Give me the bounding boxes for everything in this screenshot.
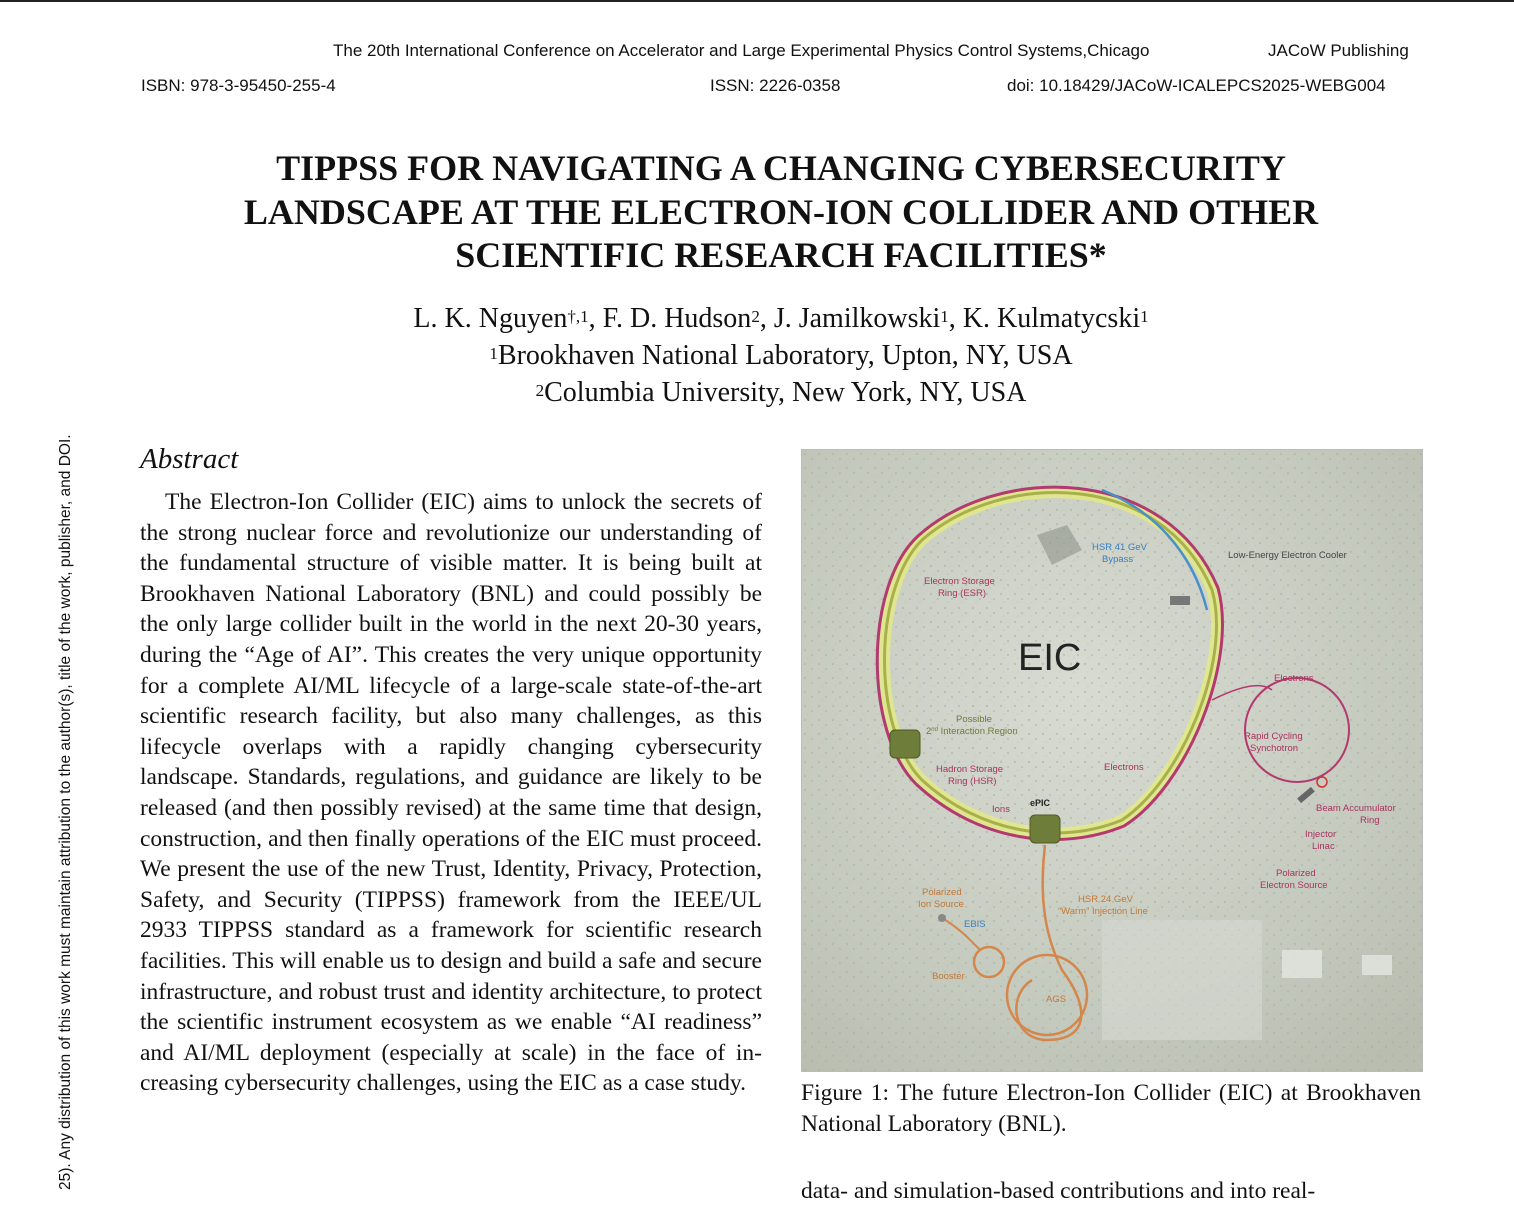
label-rcs-1: Rapid Cycling [1244,731,1303,742]
doi: doi: 10.18429/JACoW-ICALEPCS2025-WEBG004 [1007,76,1386,95]
paper-title [140,147,1422,278]
label-hsr-2: Ring (HSR) [948,776,997,787]
conference-name: The 20th International Conference on Accelerator and Large Experimental Physics Control Systems,Chicago [333,41,1150,60]
author-jamilkowski-sup: 1 [940,307,949,326]
label-bar-1: Beam Accumulator [1316,803,1396,814]
label-bar-2: Ring [1360,815,1380,826]
label-hsr41-1: HSR 41 GeV [1092,542,1147,553]
label-possible-2-sup: nd [931,727,938,733]
issn: ISSN: 2226-0358 [710,76,841,95]
affiliation-2 [140,374,1422,411]
affiliation-1-text: Brookhaven National Laboratory, Upton, NY, USA [497,340,1073,371]
map-building [1282,950,1322,978]
label-electrons-rcs: Electrons [1274,673,1314,684]
eic-aerial-map [802,450,1422,1071]
author-nguyen-sup: †,1 [567,307,589,326]
label-ions: Ions [992,804,1010,815]
low-energy-electron-cooler [1170,596,1190,605]
eic-figure [801,449,1423,1072]
affiliation-2-sup: 2 [535,381,545,400]
label-possible-2-num: 2 [926,726,932,737]
label-pis-2: Ion Source [918,899,964,910]
label-booster: Booster [932,971,965,982]
title-line-2: LANDSCAPE AT THE ELECTRON-ION COLLIDER AND OTHER [243,191,1319,232]
possible-2nd-ir-module [890,730,920,758]
figure-caption: Figure 1: The future Electron-Ion Collider (EIC) at Brookhaven National Laboratory (BNL). [801,1080,1421,1137]
author-hudson-sup: 2 [751,307,760,326]
abstract-text: The Electron-Ion Collider (EIC) aims to unlock the secrets of the strong nuclear force and revolutionize our understanding of the fundamental structure of visible matter. It is being built at Brookhaven National Laboratory (BNL) and could possibly be the only large collider built in the world in the next 20-30 years, during the “Age of AI”. This creates the very unique opportunity for a complete AI/ML lifecycle of a large-scale state-of-the-art scientific research facility, but also many challenges, as this lifecycle overlaps with a rapidly changing cybersecurity landscape. Standards, regulations, and guidance are likely to be released (and then possibly revised) at the same time that design, construction, and then finally operations of the EIC must proceed. We present the use of the new Trust, Identity, Privacy, Protection, Safety, and Security (TIPPSS) framework from the IEEE/UL 2933 TIPPSS standard as a framework for scientific research facilities. This will enable us to design and build a safe and secure infrastructure, and robust trust and identity architecture, to protect the scientific instrument ecosystem as we enable “AI readiness” and AI/ML deployment (especially at scale) in the face of increasing cybersecurity challenges, using the EIC as a case study. [140,489,762,1097]
map-building [1362,955,1392,975]
isbn: ISBN: 978-3-95450-255-4 [141,76,336,95]
label-injector-1: Injector [1305,829,1337,840]
label-pes-2: Electron Source [1260,880,1328,891]
affiliation-1 [140,337,1422,374]
label-esr-1: Electron Storage [924,576,995,587]
campus-area [1102,920,1262,1040]
label-hsr-1: Hadron Storage [936,764,1004,775]
label-hsr24-1: HSR 24 GeV [1078,894,1133,905]
label-hsr41-2: Bypass [1102,554,1134,565]
author-kulmatycski-sup: 1 [1140,307,1149,326]
license-sidenote: 25). Any distribution of this work must maintain attribution to the author(s), title of the work, publisher, and DOI. [57,434,74,1190]
top-rule [0,0,1514,2]
author-hudson: , F. D. Hudson [588,303,752,334]
label-leec: Low-Energy Electron Cooler [1228,550,1347,561]
publisher-name: JACoW Publishing [1268,41,1409,60]
label-epic: ePIC [1030,798,1051,808]
eic-label: EIC [1018,637,1082,679]
label-possible-1: Possible [956,714,992,725]
label-injector-2: Linac [1312,841,1335,852]
author-list [140,300,1422,337]
label-electrons-ring: Electrons [1104,762,1144,773]
title-line-1: TIPPSS FOR NAVIGATING A CHANGING CYBERSECURITY [276,148,1286,188]
epic-detector-module [1030,815,1060,843]
author-jamilkowski: , J. Jamilkowski [759,303,941,334]
polarized-ion-source [938,914,946,922]
label-hsr24-2: “Warm” Injection Line [1058,906,1148,917]
title-line-3: SCIENTIFIC RESEARCH FACILITIES* [455,235,1107,275]
affiliation-1-sup: 1 [489,344,498,363]
affiliation-2-text: Columbia University, New York, NY, USA [544,377,1027,408]
label-ebis: EBIS [964,919,986,930]
label-possible-2 [926,726,1018,737]
author-kulmatycski: , K. Kulmatycski [948,303,1141,334]
label-possible-2-text: Interaction Region [937,726,1018,737]
label-pis-1: Polarized [922,887,962,898]
author-nguyen: L. K. Nguyen [413,303,568,334]
label-pes-1: Polarized [1276,868,1316,879]
label-ags: AGS [1046,994,1067,1005]
label-esr-2: Ring (ESR) [938,588,987,599]
next-column-text: data- and simulation-based contributions and into real- [801,1178,1316,1204]
abstract-heading: Abstract [140,443,239,475]
label-rcs-2: Synchotron [1250,743,1299,754]
author-block [140,300,1422,411]
